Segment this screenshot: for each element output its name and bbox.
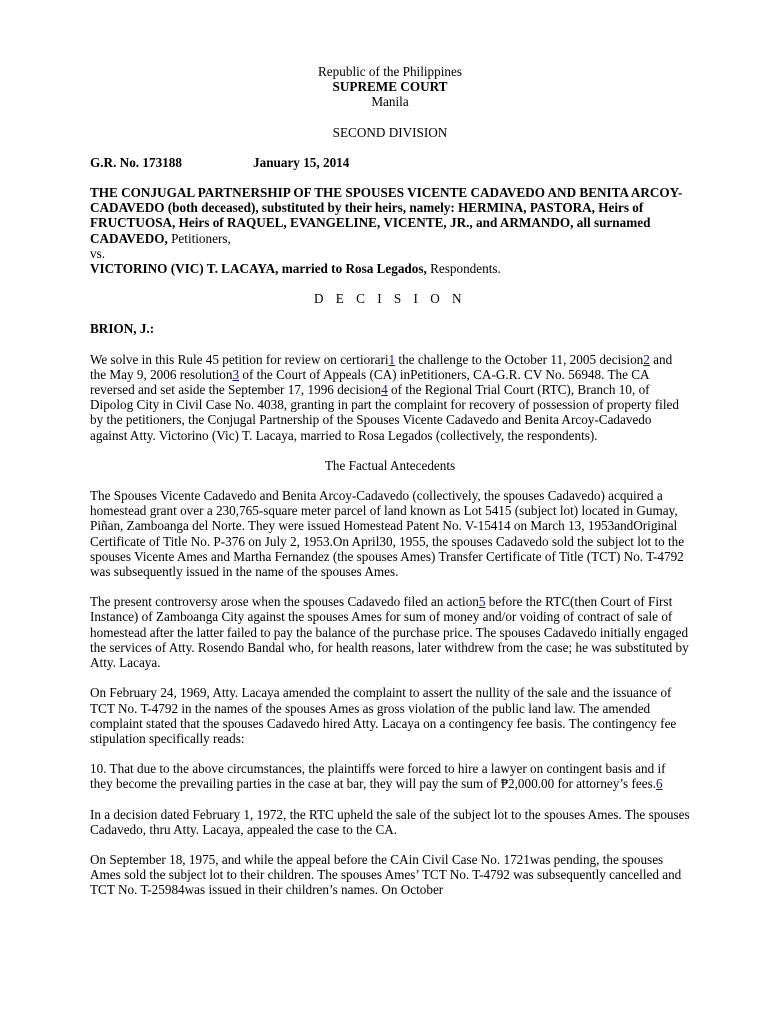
paragraph-4: On February 24, 1969, Atty. Lacaya amended the complaint to assert the nullity of the sale and the issuance of TCT No. T-4792 in the names of the spouses Ames as gross violation of the public land law. The amended complaint stated that the spouses Cadavedo hired Atty. Lacaya on a contingency fee basis. The contingency fee stipulation specifically reads: bbox=[90, 685, 677, 746]
section-heading: The Factual Antecedents bbox=[324, 457, 456, 473]
case-date: January 15, 2014 bbox=[253, 154, 350, 170]
paragraph-2: The Spouses Vicente Cadavedo and Benita Arcoy-Cadavedo (collectively, the spouses Cadavedo) acquired a homestead grant over a 230,765-square meter parcel of land known as Lot 5415 (subject lot) located in Gumay, Piñan, Zamboanga del Norte. They were issued Homestead Patent No. V-15414 on March 13, 1953andOriginal Certificate of Title No. P-376 on July 2, 1953.On April30, 1955, the spouses Cadavedo sold the subject lot to the spouses Vicente Ames and Martha Fernandez (the spouses Ames) Transfer Certificate of Title (TCT) No. T-4792 was subsequently issued in the name of the spouses Ames. bbox=[90, 488, 685, 580]
p1-text-5: of the Regional Trial Court (RTC), Branch 10, of Dipolog City in Civil Case No. 4038, granting in part the complaint for recovery of possession of property filed by the petitioners, the Conjugal Partnership of the Spouses Vicente Cadavedo and Benita Arcoy-Cadavedo against Atty. Victorino (Vic) T. Lacaya, married to Rosa Legados (collectively, the respondents). bbox=[90, 382, 679, 443]
court-header bbox=[90, 64, 690, 110]
case-number-row bbox=[90, 155, 690, 170]
paragraph-1 bbox=[90, 352, 690, 443]
p5-text-1: 10. That due to the above circumstances, the plaintiffs were forced to hire a lawyer on contingent basis and if they become the prevailing parties in the case at bar, they will pay the sum of ₱2,000.00 for attorney’s fees. bbox=[90, 761, 666, 792]
footnote-link-4[interactable]: 4 bbox=[381, 382, 388, 398]
court-city: Manila bbox=[371, 94, 409, 110]
footnote-link-6[interactable]: 6 bbox=[656, 776, 663, 792]
versus: vs. bbox=[90, 245, 106, 261]
p1-text-4: of the Court of Appeals (CA) inPetitioners, CA-G.R. CV No. 56948. The CA reversed and set aside the September 17, 1996 decision bbox=[90, 366, 649, 398]
p3-text-2: before the RTC(then Court of First Instance) of Zamboanga City against the spouses Ames for sum of money and/or voiding of contract of sale of homestead after the latter failed to pay the balance of the purchase price. The spouses Cadavedo initially engaged the services of Atty. Rosendo Bandal who, for health reasons, later withdrew from the case; he was substituted by Atty. Lacaya. bbox=[90, 594, 689, 671]
republic-line: Republic of the Philippines bbox=[318, 64, 462, 79]
paragraph-6: In a decision dated February 1, 1972, the RTC upheld the sale of the subject lot to the spouses Ames. The spouses Cadavedo, thru Atty. Lacaya, appealed the case to the CA. bbox=[90, 806, 690, 837]
respondent-role: Respondents. bbox=[426, 261, 501, 277]
p1-text-1: We solve in this Rule 45 petition for review on certiorari bbox=[90, 351, 389, 367]
petitioner-names: THE CONJUGAL PARTNERSHIP OF THE SPOUSES VICENTE CADAVEDO AND BENITA ARCOY-CADAVEDO (both deceased), substituted by their heirs, namely: HERMINA, PASTORA, Heirs of FRUCTUOSA, Heirs of RAQUEL, EVANGELINE, VICENTE, JR., and ARMANDO, all surnamed CADAVEDO, bbox=[90, 185, 683, 246]
ponente: BRION, J.: bbox=[90, 321, 155, 337]
footnote-link-3[interactable]: 3 bbox=[232, 366, 240, 382]
decision-title: D E C I S I O N bbox=[313, 291, 467, 307]
gr-number: G.R. No. 173188 bbox=[90, 154, 182, 170]
paragraph-3 bbox=[90, 594, 690, 670]
footnote-link-2[interactable]: 2 bbox=[643, 351, 650, 367]
document-page bbox=[90, 64, 690, 898]
respondent-names: VICTORINO (VIC) T. LACAYA, married to Rosa Legados, bbox=[90, 261, 427, 277]
paragraph-7: On September 18, 1975, and while the appeal before the CAin Civil Case No. 1721was pending, the spouses Ames sold the subject lot to their children. The spouses Ames’ TCT No. T-4792 was subsequently cancelled and TCT No. T-25984was issued in their children’s names. On October bbox=[90, 851, 682, 898]
division-name: SECOND DIVISION bbox=[332, 124, 448, 140]
petitioner-role: Petitioners, bbox=[167, 230, 231, 246]
p1-text-2: the challenge to the October 11, 2005 decision bbox=[395, 351, 644, 367]
paragraph-5-quote bbox=[90, 761, 690, 791]
petitioners-block bbox=[90, 185, 690, 246]
p1-text-3: and the May 9, 2006 resolution bbox=[90, 351, 673, 382]
footnote-link-5[interactable]: 5 bbox=[478, 594, 486, 610]
court-name: SUPREME COURT bbox=[332, 79, 448, 95]
respondents-block bbox=[90, 261, 690, 276]
footnote-link-1[interactable]: 1 bbox=[388, 351, 396, 367]
p3-text-1: The present controversy arose when the spouses Cadavedo filed an action bbox=[90, 594, 479, 610]
